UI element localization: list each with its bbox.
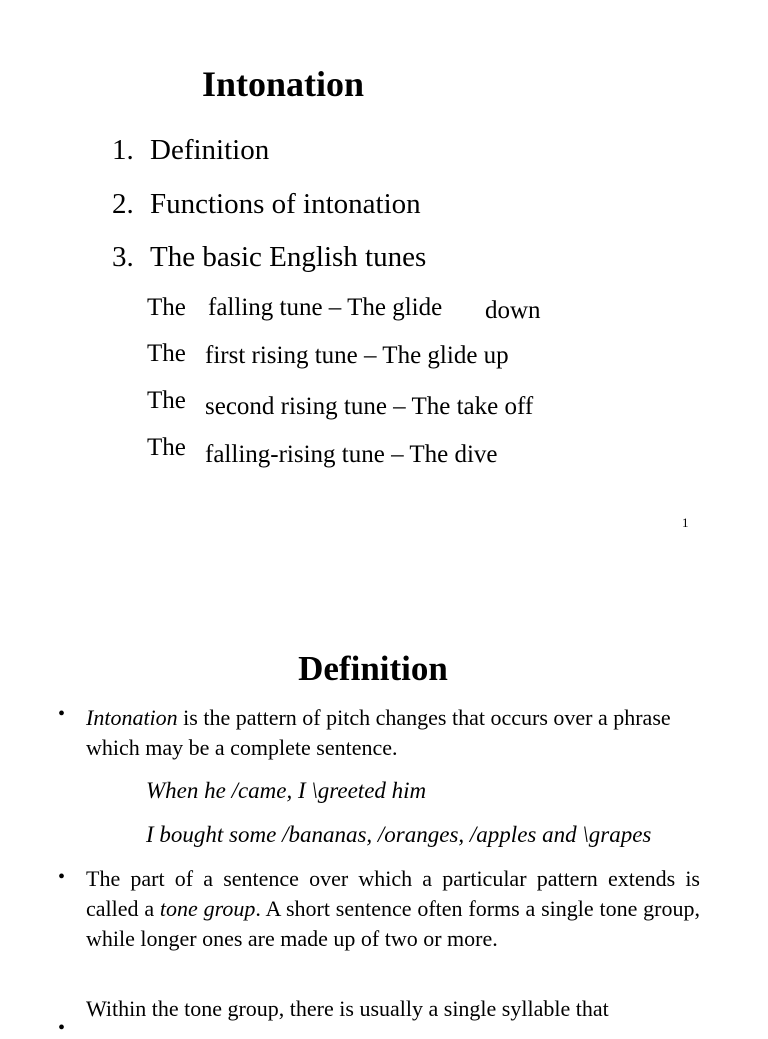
slide-title: Definition <box>298 649 448 688</box>
slide-2 <box>0 620 768 1039</box>
toc-label: Functions of intonation <box>150 188 421 220</box>
toc-number: 2. <box>112 188 134 220</box>
tune-article: The <box>147 340 186 367</box>
term-intonation: Intonation <box>86 705 178 730</box>
tone-group-text: The part of a sentence over which a particular pattern extends is called a <box>86 866 700 921</box>
bullet-icon: • <box>58 1017 66 1039</box>
tone-group-paragraph <box>86 864 700 954</box>
toc-item-functions <box>112 187 421 221</box>
tune-falling-down: down <box>485 297 541 324</box>
tune-second-rising: second rising tune – The take off <box>205 393 534 420</box>
page-number: 1 <box>682 515 689 530</box>
toc-item-definition <box>112 133 269 167</box>
tone-group-text: . A short sentence often forms a single tone group, while longer ones are made up of two or more. <box>86 896 700 951</box>
example-sentence: When he /came, I \greeted him <box>146 778 427 803</box>
tune-article: The <box>147 387 186 414</box>
slide-title: Intonation <box>202 64 365 104</box>
tune-article: The <box>147 434 186 461</box>
toc-item-tunes <box>112 240 426 274</box>
definition-paragraph <box>86 703 700 763</box>
example-sentence: I bought some /bananas, /oranges, /apples and \grapes <box>146 822 652 847</box>
term-tone-group: tone group <box>159 896 256 921</box>
bullet-icon: • <box>58 866 66 888</box>
toc-label: The basic English tunes <box>150 241 427 273</box>
toc-number: 1. <box>112 134 134 166</box>
tune-falling-rising: falling-rising tune – The dive <box>205 441 498 468</box>
bullet-icon: • <box>58 703 66 725</box>
toc-label: Definition <box>150 134 270 166</box>
syllable-paragraph: Within the tone group, there is usually a single syllable that <box>86 996 609 1021</box>
definition-text: is the pattern of pitch changes that occurs over a phrase which may be a complete sentence. <box>86 705 671 760</box>
tune-falling: falling tune – The glide <box>208 294 443 321</box>
toc-number: 3. <box>112 241 134 273</box>
tune-first-rising: first rising tune – The glide up <box>205 342 509 369</box>
tune-article: The <box>147 294 186 321</box>
